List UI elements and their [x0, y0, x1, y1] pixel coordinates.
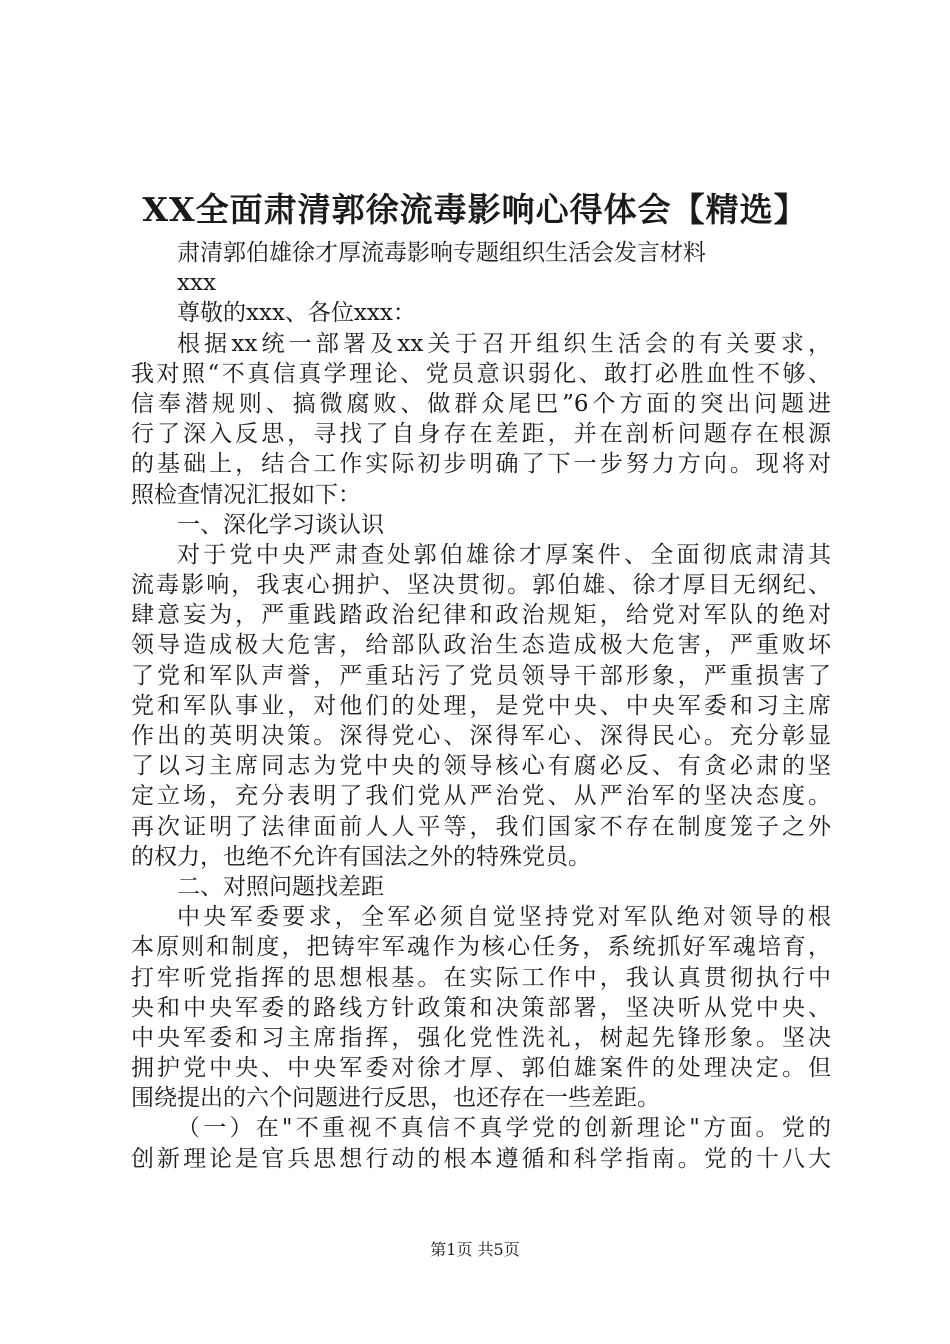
text-line: 领导造成极大危害，给部队政治生态造成极大危害，严重败坏: [131, 632, 831, 659]
page-footer: 第1页 共5页: [430, 1240, 520, 1259]
text-line: 了党和军队声誉，严重玷污了党员领导干部形象，严重损害了: [131, 662, 831, 689]
text-line: 尊敬的xxx、各位xxx：: [177, 300, 416, 327]
text-line: xxx: [177, 270, 216, 297]
text-line: 肃清郭伯雄徐才厚流毒影响专题组织生活会发言材料: [177, 240, 706, 266]
text-line: 二、对照问题找差距: [177, 873, 384, 900]
text-line: 打牢听党指挥的思想根基。在实际工作中，我认真贯彻执行中: [131, 964, 831, 991]
text-line: 央和中央军委的路线方针政策和决策部署，坚决听从党中央、: [131, 994, 831, 1021]
text-line: 照检查情况汇报如下：: [131, 481, 361, 508]
text-line: 了以习主席同志为党中央的领导核心有腐必反、有贪必肃的坚: [131, 753, 831, 780]
text-line: 对于党中央严肃查处郭伯雄徐才厚案件、全面彻底肃清其: [177, 541, 831, 568]
document-title: XX全面肃清郭徐流毒影响心得体会【精选】: [142, 190, 808, 229]
text-line: 行了深入反思，寻找了自身存在差距，并在剖析问题存在根源: [131, 421, 831, 448]
text-line: 信奉潜规则、搞微腐败、做群众尾巴”6个方面的突出问题进: [131, 390, 831, 417]
text-line: 根据xx统一部署及xx关于召开组织生活会的有关要求，: [177, 330, 831, 357]
text-line: 肆意妄为，严重践踏政治纪律和政治规矩，给党对军队的绝对: [131, 602, 831, 629]
text-line: 创新理论是官兵思想行动的根本遵循和科学指南。党的十八大: [131, 1145, 831, 1172]
text-line: （一）在"不重视不真信不真学党的创新理论"方面。党的: [177, 1115, 831, 1142]
text-line: 中央军委要求，全军必须自觉坚持党对军队绝对领导的根: [177, 904, 831, 931]
text-line: 再次证明了法律面前人人平等，我们国家不存在制度笼子之外: [131, 813, 831, 840]
text-line: 拥护党中央、中央军委对徐才厚、郭伯雄案件的处理决定。但: [131, 1055, 831, 1082]
text-line: 我对照“不真信真学理论、党员意识弱化、敢打必胜血性不够、: [131, 360, 831, 387]
text-line: 围绕提出的六个问题进行反思，也还存在一些差距。: [131, 1085, 660, 1112]
text-line: 一、深化学习谈认识: [177, 511, 384, 538]
text-line: 定立场，充分表明了我们党从严治党、从严治军的坚决态度。: [131, 783, 831, 810]
text-line: 中央军委和习主席指挥，强化党性洗礼，树起先锋形象。坚决: [131, 1024, 831, 1051]
text-line: 本原则和制度，把铸牢军魂作为核心任务，系统抓好军魂培育，: [131, 934, 831, 961]
document-body: [131, 238, 831, 1174]
text-line: 的权力，也绝不允许有国法之外的特殊党员。: [131, 843, 591, 870]
text-line: 的基础上，结合工作实际初步明确了下一步努力方向。现将对: [131, 451, 831, 478]
text-line: 党和军队事业，对他们的处理，是党中央、中央军委和习主席: [131, 692, 831, 719]
text-line: 流毒影响，我衷心拥护、坚决贯彻。郭伯雄、徐才厚目无纲纪、: [131, 572, 831, 599]
text-line: 作出的英明决策。深得党心、深得军心、深得民心。充分彰显: [131, 723, 831, 749]
